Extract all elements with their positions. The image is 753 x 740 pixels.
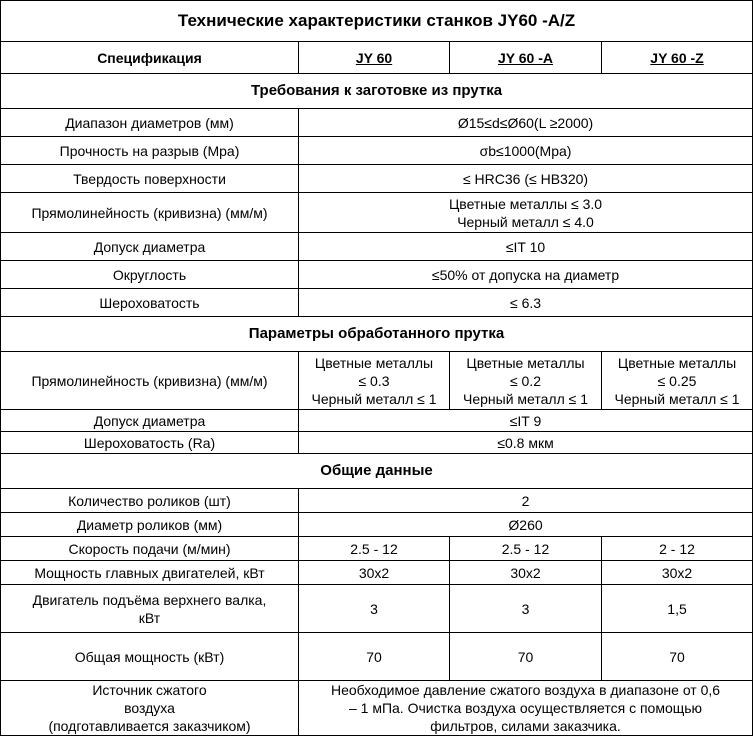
row-label: Шероховатость (Ra): [1, 432, 299, 454]
table-row: [1, 681, 753, 736]
label-line: (подготавливается заказчиком): [48, 718, 251, 734]
row-value-jy60-z: [602, 352, 753, 410]
value-line: Черный металл ≤ 1: [311, 390, 437, 407]
row-value: ≤IT 9: [299, 410, 753, 432]
value-line: Необходимое давление сжатого воздуха в диапазоне от 0,6: [330, 682, 721, 698]
table-row: [1, 165, 753, 193]
row-value-jy60-z: 30x2: [602, 561, 753, 585]
table-row: [1, 410, 753, 432]
table-row: [1, 352, 753, 410]
row-value-jy60-a: 3: [450, 585, 602, 633]
row-label: Прочность на разрыв (Mpa): [1, 137, 299, 165]
table-row: [1, 289, 753, 317]
row-value-jy60-a: 2.5 - 12: [450, 537, 602, 561]
header-model-jy60-z: [602, 42, 753, 74]
row-value-jy60: 2.5 - 12: [299, 537, 450, 561]
row-value-jy60: [299, 352, 450, 410]
label-line: Источник сжатого: [92, 682, 207, 698]
row-label: Диаметр роликов (мм): [1, 513, 299, 537]
row-value-jy60-z: 2 - 12: [602, 537, 753, 561]
value-line: Цветные металлы: [466, 354, 585, 371]
header-model-jy60-z-label: JY 60 -Z: [650, 49, 704, 66]
row-label: Скорость подачи (м/мин): [1, 537, 299, 561]
row-value: ≤0.8 мкм: [299, 432, 753, 454]
row-value: ≤ 6.3: [299, 289, 753, 317]
value-line: Черный металл ≤ 4.0: [457, 213, 594, 230]
row-value-jy60-a: 70: [450, 633, 602, 681]
row-label: Допуск диаметра: [1, 233, 299, 261]
value-line: ≤ 0.2: [509, 372, 542, 389]
row-value-jy60: 30x2: [299, 561, 450, 585]
row-value: Ø260: [299, 513, 753, 537]
section-title-blank-requirements: Требования к заготовке из прутка: [1, 74, 753, 109]
row-label: Твердость поверхности: [1, 165, 299, 193]
value-line: Черный металл ≤ 1: [614, 390, 740, 407]
label-line: кВт: [138, 609, 161, 626]
table-row: [1, 537, 753, 561]
row-label: [1, 585, 299, 633]
row-label: Мощность главных двигателей, кВт: [1, 561, 299, 585]
row-label: Прямолинейность (кривизна) (мм/м): [1, 193, 299, 233]
header-model-jy60: [299, 42, 450, 74]
value-line: Цветные металлы: [617, 354, 737, 371]
header-model-jy60-a-label: JY 60 -A: [498, 49, 553, 66]
value-line: – 1 мПа. Очистка воздуха осуществляется с помощью: [348, 700, 703, 716]
section-title-general-data: Общие данные: [1, 454, 753, 489]
label-line: воздуха: [124, 700, 175, 716]
table-row: [1, 109, 753, 137]
table-row: [1, 432, 753, 454]
value-line: ≤ 0.25: [657, 372, 697, 389]
header-model-jy60-label: JY 60: [355, 49, 393, 66]
row-label: Общая мощность (кВт): [1, 633, 299, 681]
row-value: ≤ HRC36 (≤ HB320): [299, 165, 753, 193]
row-value: ≤50% от допуска на диаметр: [299, 261, 753, 289]
row-label: Допуск диаметра: [1, 410, 299, 432]
row-label: Диапазон диаметров (мм): [1, 109, 299, 137]
row-value: 2: [299, 489, 753, 513]
table-row: [1, 585, 753, 633]
row-value: [299, 681, 753, 736]
table-row: [1, 137, 753, 165]
label-line: Двигатель подъёма верхнего валка,: [32, 591, 267, 608]
row-value: Ø15≤d≤Ø60(L ≥2000): [299, 109, 753, 137]
row-value-jy60: 3: [299, 585, 450, 633]
table-row: [1, 513, 753, 537]
table-row: [1, 193, 753, 233]
row-value: σb≤1000(Mpa): [299, 137, 753, 165]
row-value-jy60-a: [450, 352, 602, 410]
value-line: Цветные металлы: [314, 354, 434, 371]
table-row: [1, 561, 753, 585]
row-value: ≤IT 10: [299, 233, 753, 261]
row-value-jy60-a: 30x2: [450, 561, 602, 585]
value-line: фильтров, силами заказчика.: [430, 718, 621, 734]
value-line: ≤ 0.3: [358, 372, 390, 389]
row-value: [299, 193, 753, 233]
section-title-processed-bar: Параметры обработанного прутка: [1, 317, 753, 352]
row-label: Прямолинейность (кривизна) (мм/м): [1, 352, 299, 410]
value-line: Черный металл ≤ 1: [463, 390, 588, 407]
table-row: [1, 261, 753, 289]
header-spec: Спецификация: [1, 42, 299, 74]
table-row: [1, 233, 753, 261]
table-row: [1, 489, 753, 513]
row-label: Количество роликов (шт): [1, 489, 299, 513]
header-model-jy60-a: [450, 42, 602, 74]
row-value-jy60-z: 70: [602, 633, 753, 681]
value-line: Цветные металлы ≤ 3.0: [448, 195, 603, 212]
row-value-jy60-z: 1,5: [602, 585, 753, 633]
row-label: Шероховатость: [1, 289, 299, 317]
row-label: [1, 681, 299, 736]
table-row: [1, 633, 753, 681]
row-value-jy60: 70: [299, 633, 450, 681]
row-label: Округлость: [1, 261, 299, 289]
table-title: Технические характеристики станков JY60 -A/Z: [1, 1, 753, 42]
